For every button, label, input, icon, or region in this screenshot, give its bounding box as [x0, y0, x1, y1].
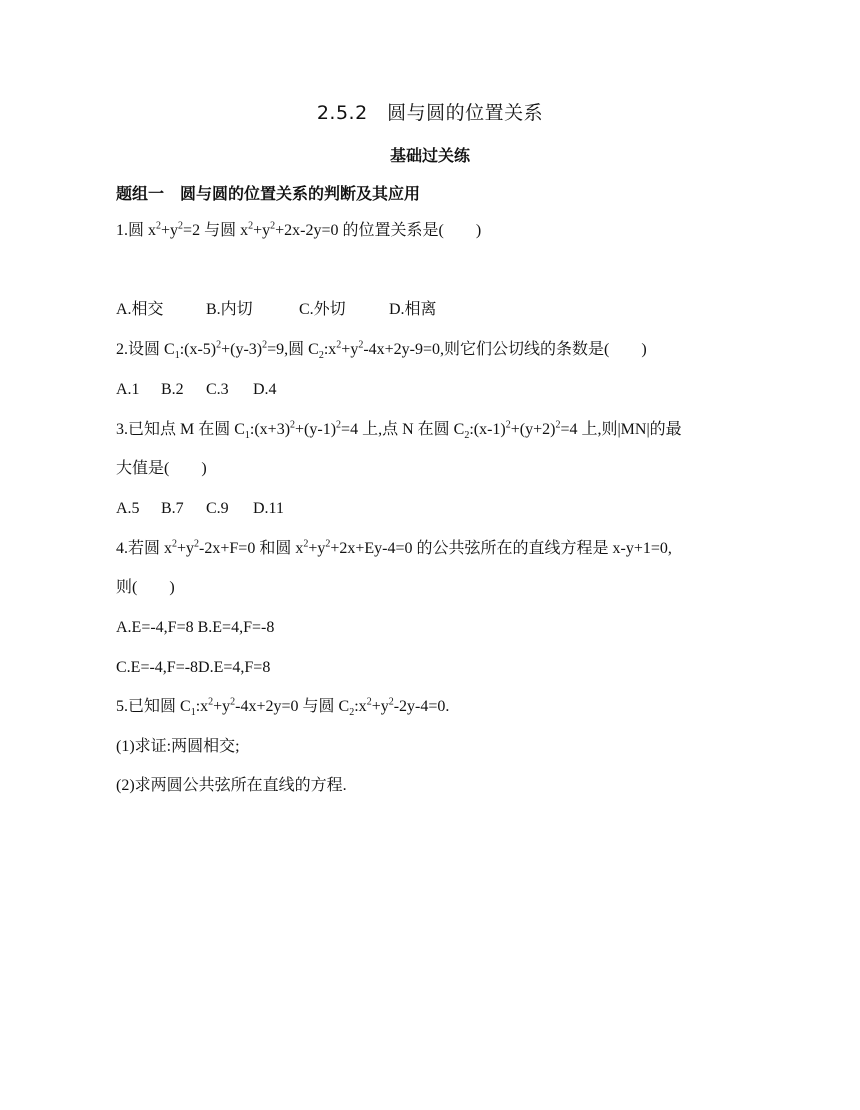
question-5-part-2: (2)求两圆公共弦所在直线的方程.	[116, 777, 347, 794]
option-a: A.相交	[116, 301, 164, 318]
question-5: 5.已知圆 $C_1:x^2+y^2-4x+2y=0$ 与圆 $C_2:x^2+y^2-2y-4=0$.	[116, 696, 450, 719]
group-heading: 题组一 圆与圆的位置关系的判断及其应用	[116, 184, 421, 203]
question-4-options-row-1: A.E=-4,F=8 B.E=4,F=-8	[116, 619, 275, 636]
question-4-continued: 则( )	[116, 579, 175, 596]
section-subtitle: 基础过关练	[389, 146, 470, 165]
question-3-continued: 大值是( )	[116, 460, 207, 477]
option-b: B.7	[161, 500, 184, 517]
option-d: D.4	[253, 381, 277, 398]
option-d: D.相离	[389, 301, 437, 318]
option-a: A.5	[116, 500, 140, 517]
question-2-options	[116, 379, 277, 401]
option-b: B.2	[161, 381, 184, 398]
section-title: 2.5.2 圆与圆的位置关系	[316, 102, 544, 124]
option-c: C.9	[206, 500, 229, 517]
question-3-options	[116, 498, 284, 520]
option-c: C.外切	[299, 301, 346, 318]
question-4: 4.若圆 $x^2+y^2-2x+F=0$ 和圆 $x^2+y^2+2x+Ey-4=0$ 的公共弦所在的直线方程是 x-y+1=0,	[116, 538, 672, 557]
question-1: 1.圆 $x^2+y^2=2$ 与圆 $x^2+y^2+2x-2y=0$ 的位置关系是( )	[116, 220, 482, 239]
question-4-options-row-2: C.E=-4,F=-8D.E=4,F=8	[116, 659, 271, 676]
question-3: 3.已知点 M 在圆 $C_1:(x+3)^2+(y-1)^2=4$ 上,点 N 在圆 $C_2:(x-1)^2+(y+2)^2=4$ 上,则|MN|的最	[116, 419, 682, 442]
question-5-part-1: (1)求证:两圆相交;	[116, 738, 240, 755]
option-a: A.1	[116, 381, 140, 398]
option-d: D.11	[253, 500, 284, 517]
option-b: B.内切	[206, 301, 253, 318]
question-2: 2.设圆 $C_1:(x-5)^2+(y-3)^2=9$,圆 $C_2:x^2+y^2-4x+2y-9=0$,则它们公切线的条数是( )	[116, 339, 647, 362]
option-c: C.3	[206, 381, 229, 398]
question-1-options	[116, 299, 437, 321]
